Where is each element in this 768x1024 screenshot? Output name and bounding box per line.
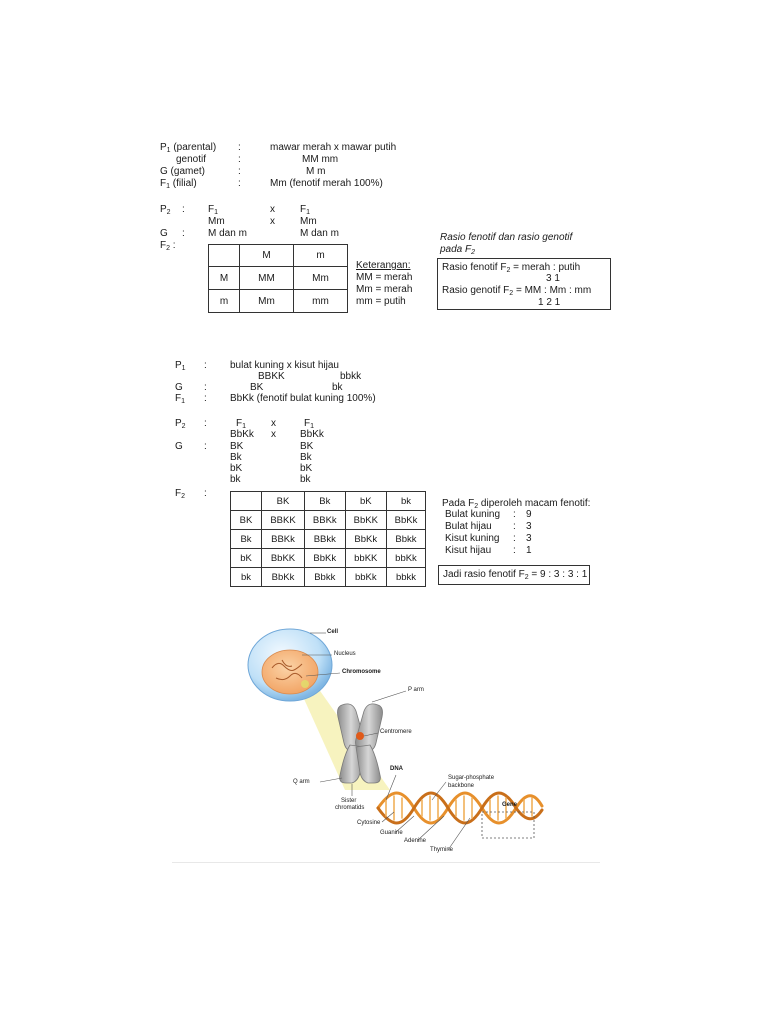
punnett-cell: BbKk xyxy=(386,511,425,530)
p2-label: $P_2$ xyxy=(160,204,171,216)
p2-right-parent: $F_1$ xyxy=(304,418,315,430)
colon: : xyxy=(204,441,207,452)
colon: : xyxy=(513,545,516,556)
gamet-label: G (gamet) xyxy=(160,166,206,177)
keterangan-line: Mm = merah xyxy=(356,284,413,295)
label-sugar-phosphate: Sugar-phosphate xyxy=(448,775,495,781)
punnett-header-cell: M xyxy=(240,245,294,267)
centromere-dot xyxy=(356,732,364,740)
p2-left-genotype: BbKk xyxy=(230,429,254,440)
label-p-arm: P arm xyxy=(408,687,424,693)
phenotype-name: Kisut kuning xyxy=(445,533,500,544)
cross-symbol: x xyxy=(270,216,275,227)
label-nucleus: Nucleus xyxy=(334,651,356,657)
punnett-cell: Mm xyxy=(294,267,348,290)
phenotype-count: 3 xyxy=(526,533,532,544)
colon: : xyxy=(182,204,185,215)
label-backbone: backbone xyxy=(448,783,475,789)
keterangan-line: mm = putih xyxy=(356,296,406,307)
punnett-cell: bbKK xyxy=(345,549,386,568)
g-label: G xyxy=(160,228,168,239)
nucleus-shape xyxy=(262,650,318,694)
g-label: G xyxy=(175,441,183,452)
colon: : xyxy=(238,178,241,189)
punnett-row-header: Bk xyxy=(231,530,262,549)
gamete: bk xyxy=(300,474,311,485)
genotype-ratio-label: Rasio genotif $F_2$ = MM : Mm : mm xyxy=(442,285,592,297)
phenotype-ratio-values: 3 1 xyxy=(546,273,560,284)
phenotype-ratio-label: Rasio fenotif $F_2$ = merah : putih xyxy=(442,262,581,274)
chromosome-highlight xyxy=(301,680,309,688)
p1-value: bulat kuning x kisut hijau xyxy=(230,360,339,371)
label-centromere: Centromere xyxy=(380,729,412,735)
colon: : xyxy=(204,393,207,404)
p2-left-genotype: Mm xyxy=(208,216,225,227)
colon: : xyxy=(204,360,207,371)
punnett-row-header: M xyxy=(209,267,240,290)
g-left-gametes: M dan m xyxy=(208,228,247,239)
dna-helix xyxy=(378,793,542,823)
p1-value: mawar merah x mawar putih xyxy=(270,142,397,153)
label-dna: DNA xyxy=(390,766,403,772)
gamete: Bk xyxy=(230,452,242,463)
label-cell: Cell xyxy=(327,629,339,635)
keterangan-line: MM = merah xyxy=(356,272,413,283)
punnett-header-cell: BK xyxy=(262,492,305,511)
p1-right-genotype: bbkk xyxy=(340,371,362,382)
punnett-cell: BBKK xyxy=(262,511,305,530)
genotif-label: genotif xyxy=(176,154,207,165)
gamete: bK xyxy=(300,463,313,474)
p1-label: $P_1$ xyxy=(175,360,186,372)
colon: : xyxy=(513,521,516,532)
p2-right-genotype: BbKk xyxy=(300,429,324,440)
summary-intro: Pada $F_2$ diperoleh macam fenotif: xyxy=(442,498,591,510)
bottom-divider xyxy=(172,862,600,863)
ratio-heading-line2: pada $F_2$ xyxy=(440,244,476,256)
punnett-cell: Bbkk xyxy=(386,530,425,549)
punnett-row-header: bk xyxy=(231,568,262,587)
punnett-header-cell: Bk xyxy=(305,492,346,511)
g-right-gametes: M dan m xyxy=(300,228,339,239)
g-left-gamete: BK xyxy=(250,382,264,393)
cross-symbol: x xyxy=(271,418,276,429)
gamete: Bk xyxy=(300,452,312,463)
punnett-cell: BbKK xyxy=(345,511,386,530)
punnett-row-header: bK xyxy=(231,549,262,568)
p1-left-genotype: BBKK xyxy=(258,371,285,382)
punnett-cell: bbKk xyxy=(386,549,425,568)
punnett-cell: bbkk xyxy=(386,568,425,587)
gamete: BK xyxy=(300,441,314,452)
p2-left-parent: $F_1$ xyxy=(236,418,247,430)
punnett-header-cell: bk xyxy=(386,492,425,511)
colon: : xyxy=(238,154,241,165)
g-right-gamete: bk xyxy=(332,382,343,393)
punnett-cell: bbKk xyxy=(345,568,386,587)
punnett-cell: BBKk xyxy=(262,530,305,549)
phenotype-name: Kisut hijau xyxy=(445,545,492,556)
phenotype-count: 9 xyxy=(526,509,532,520)
label-adenine: Adenine xyxy=(404,838,427,844)
punnett-row-header: m xyxy=(209,290,240,313)
colon: : xyxy=(513,509,516,520)
punnett-cell: BbKK xyxy=(262,549,305,568)
punnett-header-cell: bK xyxy=(345,492,386,511)
final-ratio-text: Jadi rasio fenotif $F_2 = 9$ : 3 : 3 : 1 xyxy=(443,569,588,581)
gamete: BK xyxy=(230,441,244,452)
colon: : xyxy=(204,382,207,393)
f1-value: Mm (fenotif merah 100%) xyxy=(270,178,383,189)
p1-label: $P_1$ (parental) xyxy=(160,142,217,154)
f2-label: $F_2$ : xyxy=(160,240,176,252)
colon: : xyxy=(238,142,241,153)
g-label: G xyxy=(175,382,183,393)
punnett-cell: MM xyxy=(240,267,294,290)
p2-right-parent: $F_1$ xyxy=(300,204,311,216)
phenotype-count: 3 xyxy=(526,521,532,532)
punnett-cell: BBkk xyxy=(305,530,346,549)
cross-symbol: x xyxy=(270,204,275,215)
genotype-ratio-values: 1 2 1 xyxy=(538,297,561,308)
phenotype-name: Bulat hijau xyxy=(445,521,492,532)
label-chromosome: Chromosome xyxy=(342,669,381,675)
f2-label: $F_2$ xyxy=(175,488,186,500)
p2-right-genotype: Mm xyxy=(300,216,317,227)
punnett-cell: Mm xyxy=(240,290,294,313)
gamete: bk xyxy=(230,474,241,485)
colon: : xyxy=(182,228,185,239)
punnett-cell: BBKk xyxy=(305,511,346,530)
label-gene: Gene xyxy=(502,802,518,808)
gamet-value: M m xyxy=(306,166,326,177)
keterangan-title: Keterangan: xyxy=(356,260,411,271)
punnett-cell: BbKk xyxy=(345,530,386,549)
p2-left-parent: $F_1$ xyxy=(208,204,219,216)
chromosome-shape xyxy=(338,704,383,783)
ratio-heading: Rasio fenotif dan rasio genotif xyxy=(440,232,573,243)
cross-symbol: x xyxy=(271,429,276,440)
phenotype-count: 1 xyxy=(526,545,532,556)
phenotype-name: Bulat kuning xyxy=(445,509,501,520)
p2-label: $P_2$ xyxy=(175,418,186,430)
gamete: bK xyxy=(230,463,243,474)
punnett-row-header: BK xyxy=(231,511,262,530)
punnett-cell: mm xyxy=(294,290,348,313)
label-cytosine: Cytosine xyxy=(357,820,381,826)
label-sister-chromatids: Sister xyxy=(341,798,357,804)
label-guanine: Guanine xyxy=(380,830,403,836)
colon: : xyxy=(513,533,516,544)
f1-label: $F_1$ xyxy=(175,393,186,405)
punnett-cell: Bbkk xyxy=(305,568,346,587)
f1-label: $F_1$ (filial) xyxy=(160,178,197,190)
colon: : xyxy=(204,418,207,429)
colon: : xyxy=(238,166,241,177)
label-sister-chromatids-line2: chromatids xyxy=(335,805,365,811)
genotif-value: MM mm xyxy=(302,154,339,165)
punnett-header-cell: m xyxy=(294,245,348,267)
label-thymine: Thymine xyxy=(430,847,454,853)
f1-value: BbKk (fenotif bulat kuning 100%) xyxy=(230,393,376,404)
punnett-cell: BbKk xyxy=(305,549,346,568)
colon: : xyxy=(204,488,207,499)
punnett-cell: BbKk xyxy=(262,568,305,587)
label-q-arm: Q arm xyxy=(293,779,310,785)
